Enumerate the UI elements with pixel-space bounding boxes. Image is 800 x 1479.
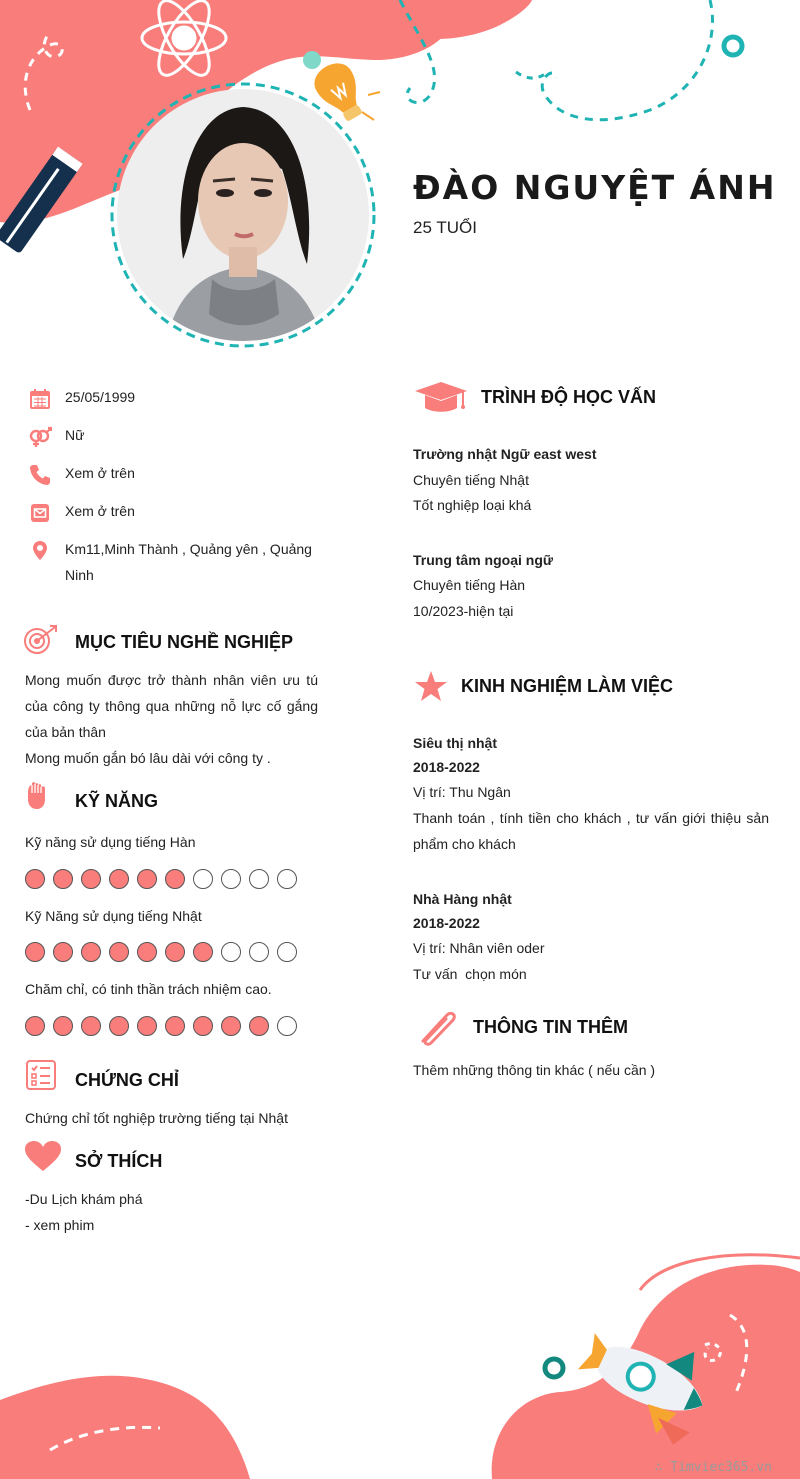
rating-dot-empty <box>193 869 213 889</box>
rating-dot-filled <box>109 869 129 889</box>
education-detail: Tốt nghiệp loại khá <box>413 497 532 513</box>
additional-title: THÔNG TIN THÊM <box>473 1017 628 1037</box>
rating-dot-filled <box>53 942 73 962</box>
checklist-icon <box>25 1059 57 1091</box>
additional-text: Thêm những thông tin khác ( nếu cần ) <box>413 1062 656 1078</box>
objective-title: MỤC TIÊU NGHỀ NGHIỆP <box>75 632 294 652</box>
rating-dot-filled <box>137 942 157 962</box>
work-description: Tư vấn chọn món <box>413 966 527 982</box>
certificates-title: CHỨNG CHỈ <box>75 1070 179 1090</box>
work-description: Thanh toán , tính tiền cho khách , tư vấn giới thiệu sản phẩm cho khách <box>413 810 769 852</box>
rating-dot-filled <box>193 942 213 962</box>
contact-text: Km11,Minh Thành , Quảng yên , Quảng Ninh <box>65 541 312 583</box>
top-blob-right <box>395 0 532 39</box>
school-name: Trường nhật Ngữ east west <box>413 446 597 462</box>
experience-title: KINH NGHIỆM LÀM VIỆC <box>461 676 674 696</box>
education-detail: Chuyên tiếng Hàn <box>413 577 526 593</box>
certificates-text: Chứng chỉ tốt nghiệp trường tiếng tại Nhật <box>25 1110 288 1126</box>
rating-dot-filled <box>249 1016 269 1036</box>
objective-text-2: Mong muốn gắn bó lâu dài với công ty . <box>25 750 271 766</box>
graduation-cap-icon <box>413 380 469 414</box>
objective-text: Mong muốn được trở thành nhân viên ưu tú của công ty thông qua những nỗ lực cố gắng của bản thân <box>25 672 318 740</box>
heart-icon <box>24 1140 62 1172</box>
rating-dot-filled <box>25 1016 45 1036</box>
work-period: 2018-2022 <box>413 915 480 931</box>
calendar-icon <box>28 387 52 411</box>
age: 25 TUỔI <box>413 218 477 237</box>
hobbies-title: SỞ THÍCH <box>75 1151 163 1171</box>
rating-dot-filled <box>25 942 45 962</box>
work-position: Vị trí: Nhân viên oder <box>413 940 545 956</box>
contact-gender <box>28 425 325 449</box>
company-name: Nhà Hàng nhật <box>413 891 512 907</box>
rating-dot-empty <box>221 942 241 962</box>
avatar <box>117 89 369 341</box>
rating-dot-filled <box>137 869 157 889</box>
rating-dot-filled <box>81 869 101 889</box>
rating-dot-filled <box>53 1016 73 1036</box>
rating-dot-filled <box>165 942 185 962</box>
hand-icon <box>25 781 49 811</box>
education-title: TRÌNH ĐỘ HỌC VẤN <box>481 387 656 407</box>
paperclip-icon <box>415 1007 459 1047</box>
target-icon <box>23 624 59 656</box>
contact-text: Nữ <box>65 427 85 443</box>
rating-dot-empty <box>221 869 241 889</box>
rating-dot-filled <box>53 869 73 889</box>
contact-text: Xem ở trên <box>65 465 135 481</box>
rating-dot-empty <box>277 1016 297 1036</box>
ring-icon-bottom <box>545 1359 563 1377</box>
watermark: ∴ Timviec365.vn <box>654 1460 772 1475</box>
skill-rating <box>25 869 297 889</box>
work-position: Vị trí: Thu Ngân <box>413 784 511 800</box>
rating-dot-empty <box>277 869 297 889</box>
rating-dot-empty <box>277 942 297 962</box>
email-icon <box>28 501 52 525</box>
gender-icon <box>28 425 52 449</box>
contact-text: 25/05/1999 <box>65 389 136 405</box>
rating-dot-filled <box>165 869 185 889</box>
contact-email <box>28 501 325 525</box>
education-detail: Chuyên tiếng Nhật <box>413 472 529 488</box>
rating-dot-empty <box>249 869 269 889</box>
contact-address <box>28 539 325 588</box>
school-name: Trung tâm ngoại ngữ <box>413 552 554 568</box>
rating-dot-filled <box>137 1016 157 1036</box>
ring-icon <box>724 37 742 55</box>
rating-dot-filled <box>109 942 129 962</box>
skill-rating <box>25 942 297 962</box>
rating-dot-filled <box>81 1016 101 1036</box>
rating-dot-filled <box>25 869 45 889</box>
rating-dot-filled <box>81 942 101 962</box>
education-detail: 10/2023-hiện tại <box>413 603 514 619</box>
rating-dot-filled <box>109 1016 129 1036</box>
company-name: Siêu thị nhật <box>413 735 497 751</box>
skill-name: Chăm chỉ, có tinh thần trách nhiệm cao. <box>25 981 272 997</box>
phone-icon <box>28 463 52 487</box>
work-period: 2018-2022 <box>413 759 480 775</box>
hobby-item: -Du Lịch khám phá <box>25 1191 143 1207</box>
location-icon <box>28 539 52 563</box>
contact-phone <box>28 463 325 487</box>
contact-birthday <box>28 387 325 411</box>
hobby-item: - xem phim <box>25 1217 95 1233</box>
rating-dot-filled <box>221 1016 241 1036</box>
skill-name: Kỹ Năng sử dụng tiếng Nhật <box>25 908 202 924</box>
contact-text: Xem ở trên <box>65 503 135 519</box>
skill-name: Kỹ năng sử dụng tiếng Hàn <box>25 834 196 850</box>
skills-title: KỸ NĂNG <box>75 791 159 811</box>
star-icon <box>414 670 448 702</box>
rating-dot-empty <box>249 942 269 962</box>
rating-dot-filled <box>193 1016 213 1036</box>
skill-rating <box>25 1016 297 1036</box>
bottom-left-blob <box>0 1376 250 1479</box>
full-name: ĐÀO NGUYỆT ÁNH <box>413 168 777 207</box>
rating-dot-filled <box>165 1016 185 1036</box>
